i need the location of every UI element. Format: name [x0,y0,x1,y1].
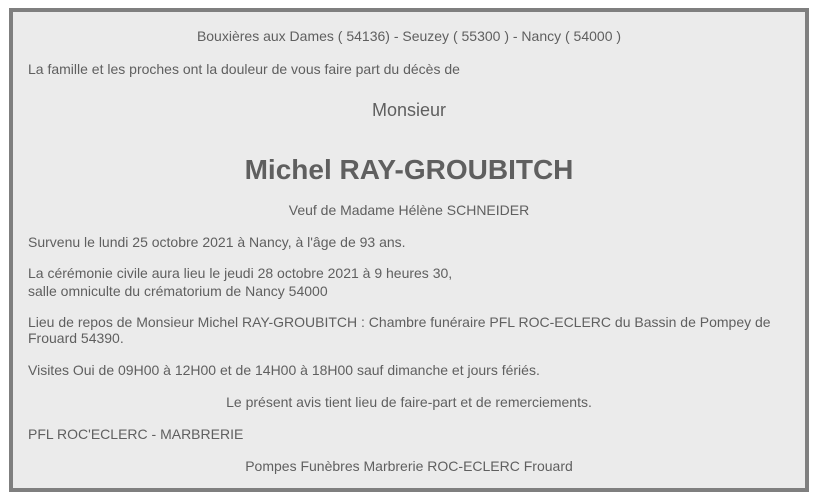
ceremony-line-1: La cérémonie civile aura lieu le jeudi 28 octobre 2021 à 9 heures 30, [28,265,453,281]
deceased-name: Michel RAY-GROUBITCH [244,154,574,185]
widower-line: Veuf de Madame Hélène SCHNEIDER [288,202,530,218]
ceremony-line-2: salle omniculte du crématorium de Nancy 54000 [28,283,328,299]
company-short: PFL ROC'ECLERC - MARBRERIE [28,426,244,442]
company-full: Pompes Funèbres Marbrerie ROC-ECLERC Frouard [245,458,573,474]
visits-line: Visites Oui de 09H00 à 12H00 et de 14H00 à 18H00 sauf dimanche et jours fériés. [28,362,540,378]
death-line: Survenu le lundi 25 octobre 2021 à Nancy, à l'âge de 93 ans. [28,234,406,250]
obituary-notice [9,8,809,492]
rest-place-line: Lieu de repos de Monsieur Michel RAY-GROUBITCH : Chambre funéraire PFL ROC-ECLERC du Bassin de Pompey de Frouard 54390. [28,314,771,346]
civility-title: Monsieur [371,100,447,120]
acknowledgement-line: Le présent avis tient lieu de faire-part et de remerciements. [226,394,592,410]
intro-line: La famille et les proches ont la douleur de vous faire part du décès de [28,61,460,77]
locations-line: Bouxières aux Dames ( 54136) - Seuzey ( 55300 ) - Nancy ( 54000 ) [196,28,622,44]
